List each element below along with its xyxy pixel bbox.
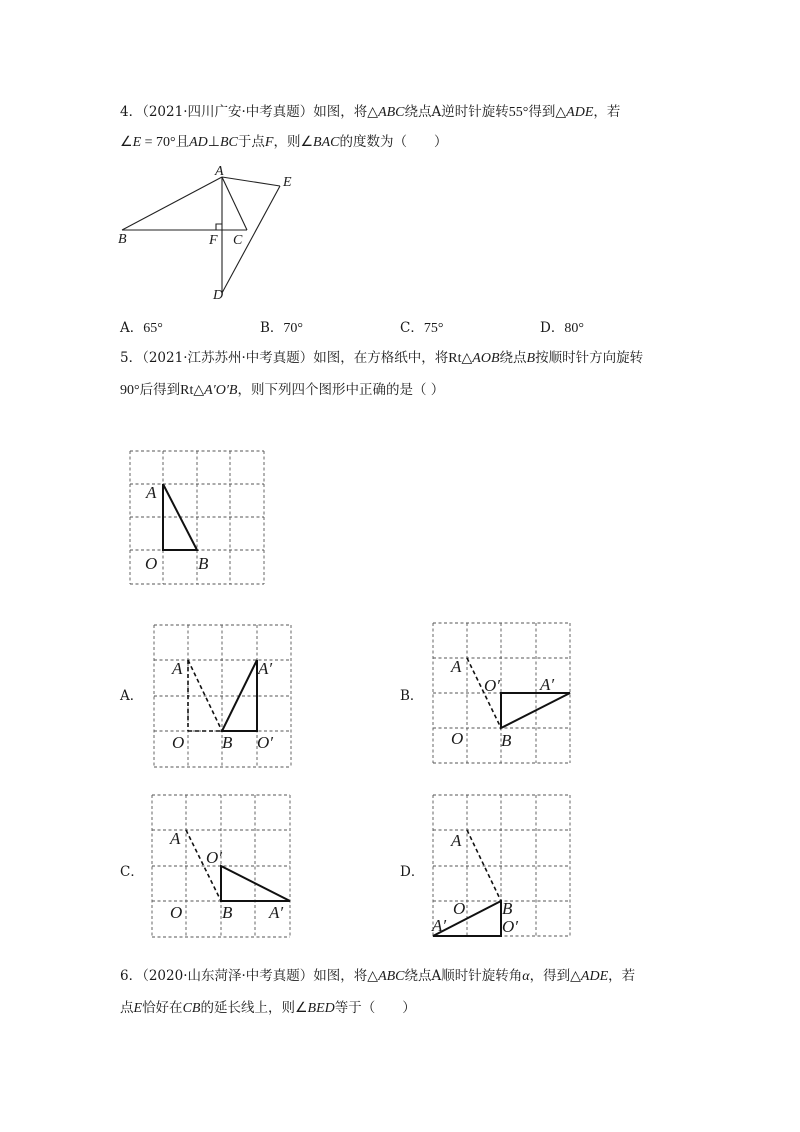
q4-label-c: C — [233, 233, 243, 248]
q4-bac: BAC — [313, 135, 340, 150]
q6-text: 的延长线上，则 — [200, 1000, 295, 1016]
q6-e: E — [133, 1001, 143, 1016]
q4-label-b: B — [118, 232, 127, 247]
q5-text: 按顺时针方向旋转 — [535, 350, 644, 366]
c-label-ap: A′ — [269, 903, 284, 922]
q5-number: 5． — [120, 350, 143, 366]
q4-text: 绕点A逆时针旋转 — [404, 104, 509, 120]
q4-angle: 55° — [508, 105, 529, 120]
b-label-a: A — [451, 657, 462, 676]
q4-text: 的度数为（ ） — [339, 134, 448, 150]
q6-cb: CB — [182, 1001, 201, 1016]
q5-option-a[interactable]: A． — [120, 688, 144, 704]
a-label-a: A — [172, 659, 183, 678]
q4-ade: ADE — [566, 105, 594, 120]
q6-line-1 — [120, 964, 635, 985]
q4-text: 得到 — [528, 104, 556, 120]
q4-text: 如图，将 — [313, 104, 368, 120]
q4-source: （2021·四川广安·中考真题） — [142, 104, 314, 120]
option-key: A． — [120, 320, 144, 336]
a-label-o: O — [172, 733, 185, 752]
angle-symbol: ∠ — [300, 135, 314, 150]
q4-label-f: F — [209, 233, 218, 248]
q4-bc: BC — [220, 135, 238, 150]
d-label-op: O′ — [502, 917, 518, 936]
q5-rt: Rt△ — [180, 383, 205, 398]
q5-source: （2021·江苏苏州·中考真题） — [142, 350, 314, 366]
q6-text: 等于（ ） — [334, 1000, 416, 1016]
q4-label-d: D — [213, 288, 224, 303]
q5-aob: AOB — [472, 351, 500, 366]
option-value: 65° — [143, 321, 163, 336]
q6-ade: ADE — [580, 969, 609, 984]
q6-source: （2020·山东菏泽·中考真题） — [142, 968, 314, 984]
perp-symbol: ⊥ — [207, 135, 220, 150]
q4-label-e: E — [283, 175, 292, 190]
q5-text: ，则下列四个图形中正确的是（ ） — [237, 382, 445, 398]
q6-text: ，若 — [608, 968, 636, 984]
q6-bed: BED — [307, 1001, 335, 1016]
d-label-b: B — [502, 899, 513, 918]
main-label-b: B — [198, 554, 209, 573]
q6-text: 恰好在 — [142, 1000, 183, 1016]
a-label-ap: A′ — [258, 659, 273, 678]
q4-number: 4． — [120, 104, 143, 120]
c-label-b: B — [222, 903, 233, 922]
triangle-symbol: △ — [555, 105, 567, 120]
a-label-b: B — [222, 733, 233, 752]
d-label-a: A — [451, 831, 462, 850]
q4-text: ，则 — [273, 134, 301, 150]
q6-text: 绕点A顺时针旋转角 — [404, 968, 523, 984]
option-value: 75° — [423, 321, 444, 336]
c-label-a: A — [170, 829, 181, 848]
q6-abc: ABC — [378, 969, 405, 984]
q5-aprime: A′O′B — [204, 383, 238, 398]
q6-alpha: α — [522, 969, 530, 984]
q5-option-d[interactable]: D． — [400, 864, 425, 880]
option-key: C． — [400, 320, 424, 336]
q4-text: ，若 — [593, 104, 621, 120]
option-value: 70° — [283, 321, 304, 336]
d-label-ap: A′ — [432, 916, 447, 935]
a-label-op: O′ — [257, 733, 273, 752]
q5-text: 如图，在方格纸中，将 — [313, 350, 449, 366]
q4-ad: AD — [189, 135, 208, 150]
q5-rt: Rt△ — [448, 351, 473, 366]
q6-number: 6． — [120, 968, 143, 984]
q5-option-c[interactable]: C． — [120, 864, 144, 880]
q4-text: 于点 — [237, 134, 265, 150]
option-key: B． — [260, 320, 284, 336]
c-label-op: O′ — [206, 848, 222, 867]
main-label-a: A — [146, 483, 157, 502]
main-label-o: O — [145, 554, 158, 573]
triangle-symbol: △ — [570, 969, 581, 984]
angle-symbol: ∠ — [294, 1001, 308, 1016]
q4-abc: ABC — [378, 105, 405, 120]
q4-label-a: A — [215, 164, 224, 179]
q4-text: 且 — [175, 134, 190, 150]
b-label-b: B — [501, 731, 512, 750]
q4-eq: = 70° — [141, 135, 176, 150]
option-value: 80° — [564, 321, 584, 336]
option-key: D． — [540, 320, 565, 336]
q5-b: B — [526, 351, 536, 366]
q4-e: E — [132, 135, 142, 150]
b-label-op: O′ — [484, 676, 500, 695]
q6-line-2 — [120, 996, 416, 1017]
b-label-o: O — [451, 729, 464, 748]
q5-text: 后得到 — [139, 382, 181, 398]
c-label-o: O — [170, 903, 183, 922]
q5-90: 90° — [120, 383, 140, 398]
q6-text: 如图，将 — [313, 968, 368, 984]
q6-text: ，得到 — [529, 968, 571, 984]
q5-option-b[interactable]: B． — [400, 688, 424, 704]
q6-text: 点 — [120, 1000, 134, 1016]
q5-text: 绕点 — [499, 350, 527, 366]
q4-f: F — [264, 135, 274, 150]
d-label-o: O — [453, 899, 466, 918]
triangle-symbol: △ — [367, 105, 379, 120]
b-label-ap: A′ — [540, 675, 555, 694]
angle-symbol: ∠ — [120, 135, 133, 150]
triangle-symbol: △ — [367, 969, 379, 984]
